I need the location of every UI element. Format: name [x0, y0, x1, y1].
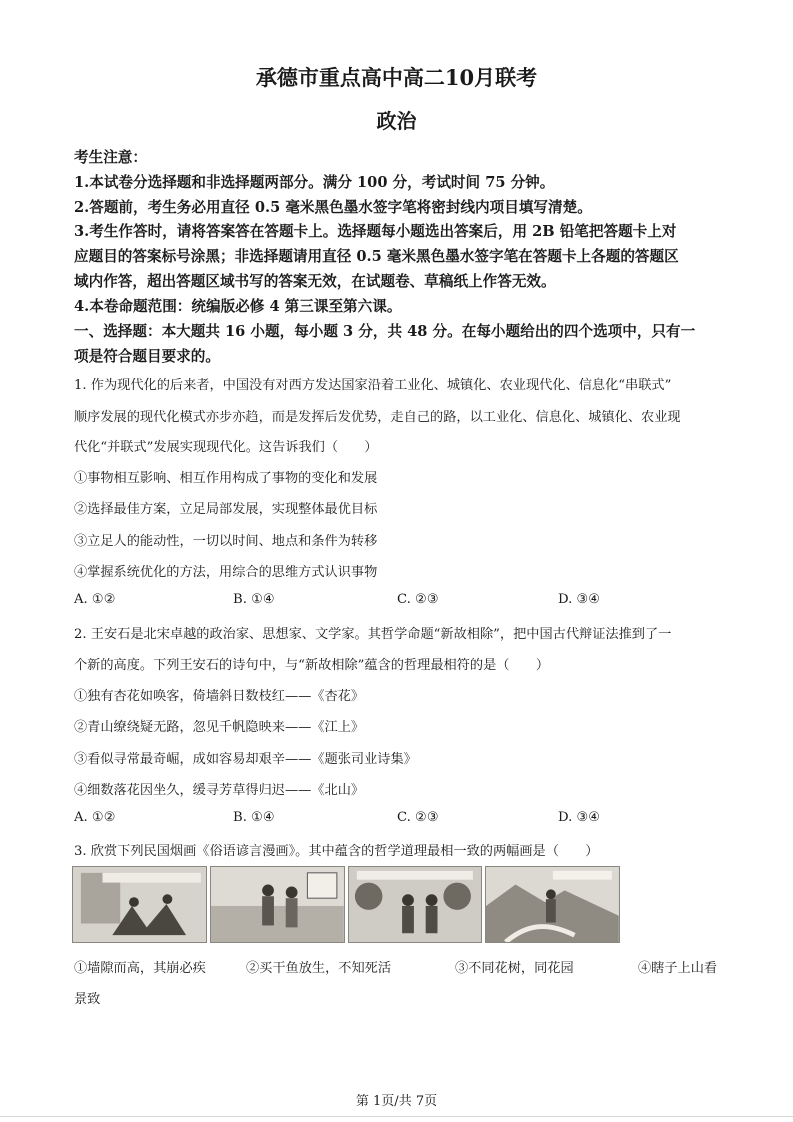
cartoon-strip: [72, 866, 620, 943]
subject-title: 政治: [376, 109, 417, 133]
notice-line: 3.考生作答时，请将答案答在答题卡上。选择题每小题选出答案后，用 2B 铅笔把答题卡上对: [74, 223, 677, 240]
q1-statement: ②选择最佳方案，立足局部发展，实现整体最优目标: [74, 502, 378, 517]
q2-statement: ④细数落花因坐久，缓寻芳草得归迟——《北山》: [74, 783, 365, 798]
q3-caption-3: ③不同花树，同花园: [455, 961, 574, 976]
notice-line: 应题目的答案标号涂黑；非选择题请用直径 0.5 毫米黑色墨水签字笔在答题卡上各题的答题区: [74, 248, 679, 265]
q2-stem-line: 个新的高度。下列王安石的诗句中，与“新故相除”蕴含的哲理最相符的是（ ）: [74, 658, 550, 673]
notice-line: 域内作答，超出答题区域书写的答案无效，在试题卷、草稿纸上作答无效。: [74, 273, 556, 290]
cartoon-panel-3: [348, 866, 483, 943]
q1-stem-line: 顺序发展的现代化模式亦步亦趋，而是发挥后发优势，走自己的路，以工业化、信息化、城镇化、农业现: [74, 410, 681, 425]
bottom-divider: [0, 1116, 793, 1117]
page-footer: 第 1页/共 7页: [355, 1094, 438, 1109]
q2-statement: ①独有杏花如唤客，倚墙斜日数枝红——《杏花》: [74, 689, 365, 704]
q1-statement: ③立足人的能动性，一切以时间、地点和条件为转移: [74, 534, 378, 549]
q2-statement: ③看似寻常最奇崛，成如容易却艰辛——《题张司业诗集》: [74, 752, 417, 767]
q2-statement: ②青山缭绕疑无路，忽见千帆隐映来——《江上》: [74, 720, 365, 735]
page-title: 承德市重点高中高二10月联考: [255, 65, 538, 90]
q1-statement: ④掌握系统优化的方法，用综合的思维方式认识事物: [74, 565, 378, 580]
q1-option-c: C. ②③: [397, 592, 439, 607]
notice-line: 1.本试卷分选择题和非选择题两部分。满分 100 分，考试时间 75 分钟。: [74, 174, 555, 191]
q3-caption-4-cont: 景致: [74, 992, 101, 1007]
q2-option-c: C. ②③: [397, 810, 439, 825]
q2-option-a: A. ①②: [74, 810, 116, 825]
cartoon-panel-1: [72, 866, 207, 943]
q3-caption-1: ①墙隙而高，其崩必疾: [74, 961, 206, 976]
q3-caption-4: ④瞎子上山看: [638, 961, 718, 976]
q2-option-b: B. ①④: [233, 810, 275, 825]
q3-stem: 3. 欣赏下列民国烟画《俗语谚言漫画》。其中蕴含的哲学道理最相一致的两幅画是（ ）: [74, 844, 599, 859]
cartoon-panel-4: [485, 866, 620, 943]
notice-line: 4.本卷命题范围：统编版必修 4 第三课至第六课。: [74, 298, 402, 315]
q2-option-d: D. ③④: [558, 810, 601, 825]
q1-option-a: A. ①②: [74, 592, 116, 607]
q1-option-b: B. ①④: [233, 592, 275, 607]
section-heading: 一、选择题：本大题共 16 小题，每小题 3 分，共 48 分。在每小题给出的四个选项中，只有一: [74, 323, 696, 340]
q1-stem-line: 代化“并联式”发展实现现代化。这告诉我们（ ）: [74, 440, 378, 455]
section-heading-cont: 项是符合题目要求的。: [74, 348, 220, 365]
q1-statement: ①事物相互影响、相互作用构成了事物的变化和发展: [74, 471, 378, 486]
q1-option-d: D. ③④: [558, 592, 601, 607]
q1-stem-line: 1. 作为现代化的后来者，中国没有对西方发达国家沿着工业化、城镇化、农业现代化、信息化“串联式”: [74, 378, 672, 393]
q3-caption-2: ②买干鱼放生，不知死活: [246, 961, 392, 976]
cartoon-panel-2: [210, 866, 345, 943]
q2-stem-line: 2. 王安石是北宋卓越的政治家、思想家、文学家。其哲学命题“新故相除”，把中国古代辩证法推到了一: [74, 627, 672, 642]
notice-line: 2.答题前，考生务必用直径 0.5 毫米黑色墨水签字笔将密封线内项目填写清楚。: [74, 199, 592, 216]
notice-heading: 考生注意：: [74, 149, 147, 166]
